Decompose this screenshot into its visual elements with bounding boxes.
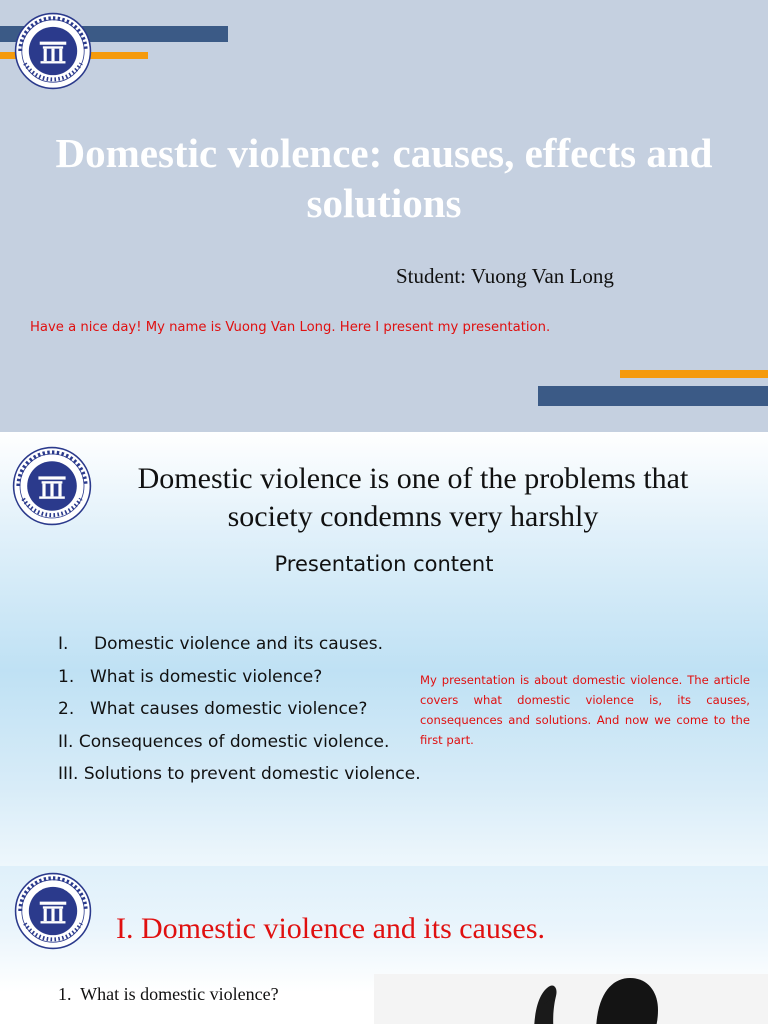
orange-bar-bottom — [620, 370, 768, 378]
list-item: III. Solutions to prevent domestic violence. — [58, 764, 421, 784]
slide-title — [0, 0, 768, 432]
slide-title-heading: Domestic violence: causes, effects and solutions — [55, 130, 713, 226]
university-seal-icon — [12, 446, 92, 526]
list-item: 1. What is domestic violence? — [58, 984, 279, 1004]
speaker-note: Have a nice day! My name is Vuong Van Long. Here I present my presentation. — [30, 320, 551, 335]
university-seal-icon — [14, 872, 92, 950]
section-subtitle: Presentation content — [274, 552, 494, 576]
list-item: 1. What is domestic violence? — [58, 666, 323, 687]
student-name: Student: Vuong Van Long — [396, 264, 614, 288]
navy-bar-bottom — [538, 386, 768, 406]
slide-heading: Domestic violence is one of the problems that society condemns very harshly — [137, 462, 689, 533]
slide-contents — [0, 432, 768, 866]
section-heading: I. Domestic violence and its causes. — [116, 912, 546, 945]
list-item: II. Consequences of domestic violence. — [58, 731, 390, 752]
slide-section-one — [0, 866, 768, 1024]
silhouette-photo — [374, 974, 768, 1024]
list-item: 2. What causes domestic violence? — [58, 699, 368, 719]
list-item: I. Domestic violence and its causes. — [58, 634, 384, 654]
contents-list — [58, 628, 421, 791]
university-seal-icon — [14, 12, 92, 90]
speaker-note: My presentation is about domestic violence. The article covers what domestic violence is, its causes, consequences and solutions. And now we come to the first part. — [420, 673, 750, 747]
